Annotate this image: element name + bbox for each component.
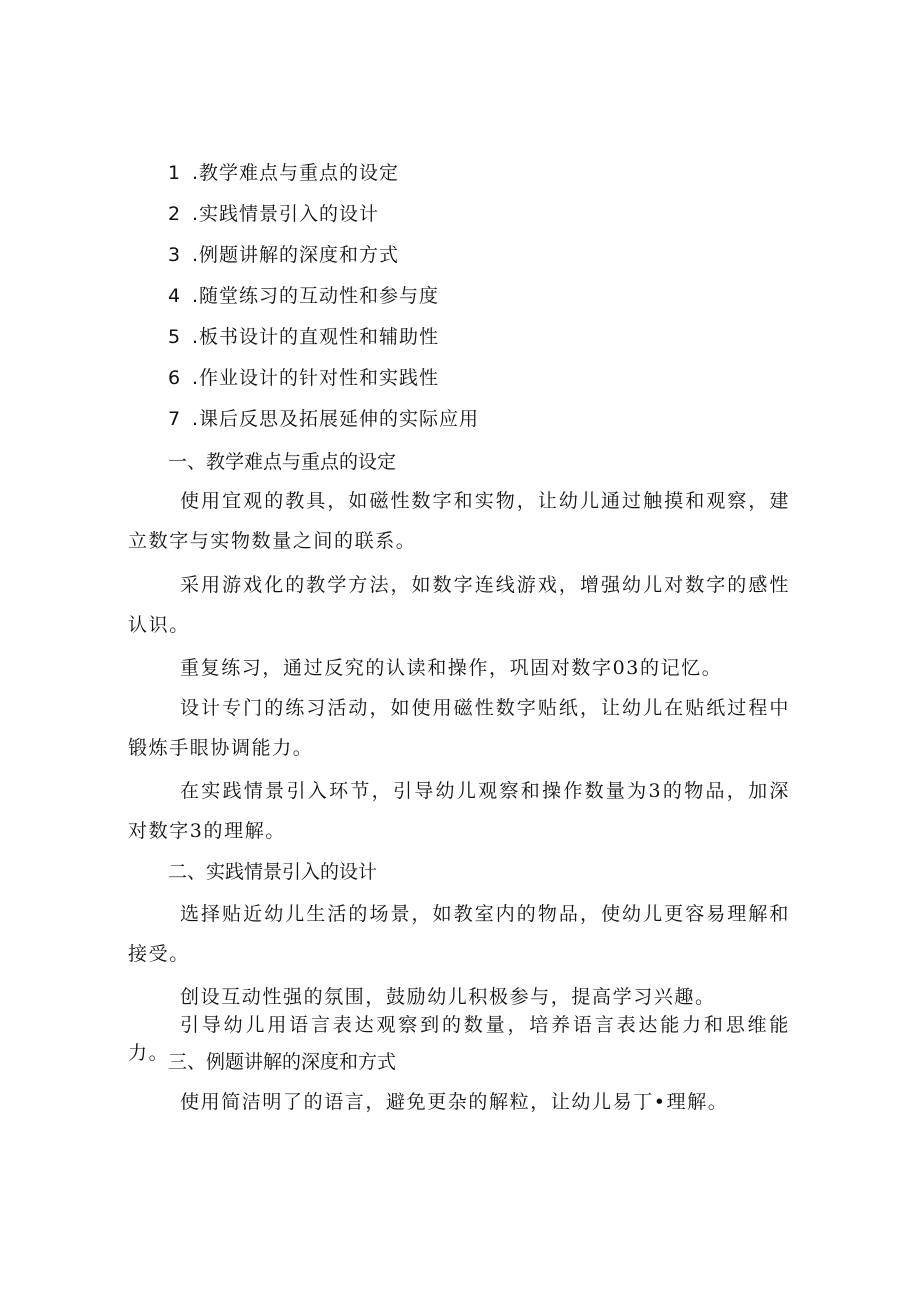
paragraph: 创设互动性强的氛围，鼓励幼儿积极参与，提高学习兴趣。 [180, 986, 716, 1008]
paragraph: 采用游戏化的教学方法，如数字连线游戏，增强幼儿对数字的感性认识。 [128, 574, 790, 636]
paragraph: 设计专门的练习活动，如使用磁性数字贴纸，让幼儿在贴纸过程中锻炼手眼协调能力。 [128, 697, 790, 759]
toc-item: 4 .随堂练习的互动性和参与度 [168, 285, 440, 307]
paragraph: 使用简洁明了的语言，避免更杂的解粒，让幼儿易丁•理解。 [180, 1091, 729, 1113]
toc-item: 7 .课后反思及拓展延伸的实际应用 [168, 408, 480, 430]
toc-item: 3 .例题讲解的深度和方式 [168, 244, 400, 266]
paragraph: 选择贴近幼儿生活的场景，如教室内的物品，使幼儿更容易理解和接受。 [128, 903, 790, 965]
toc-item: 2 .实践情景引入的设计 [168, 203, 380, 225]
toc-item: 1 .教学难点与重点的设定 [168, 162, 400, 184]
toc-item: 6 .作业设计的针对性和实践性 [168, 367, 440, 389]
paragraph: 使用宜观的教具，如磁性数字和实物，让幼儿通过触摸和观察，建立数字与实物数量之间的联系。 [128, 490, 790, 552]
paragraph: 在实践情景引入环节，引导幼儿观察和操作数量为3的物品，加深对数字3的理解。 [128, 780, 790, 842]
toc-item: 5 .板书设计的直观性和辅助性 [168, 326, 440, 348]
paragraph: 引导幼儿用语言表达观察到的数量，培养语言表达能力和思维能力。 [128, 1014, 790, 1064]
section-heading: 一、教学难点与重点的设定 [168, 451, 397, 473]
section-heading: 三、例题讲解的深度和方式 [168, 1051, 397, 1073]
section-heading: 二、实践情景引入的设计 [168, 861, 378, 883]
paragraph: 重复练习，通过反究的认读和操作，巩固对数字03的记忆。 [180, 657, 723, 679]
